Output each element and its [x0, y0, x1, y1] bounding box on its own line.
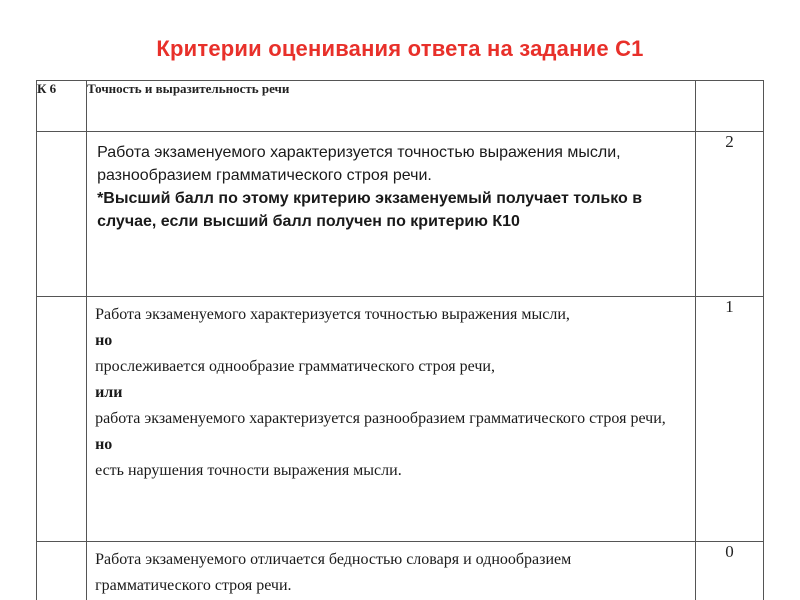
empty-code-cell: [37, 542, 87, 600]
criterion-description-cell: [87, 297, 696, 542]
score-value: 1: [695, 297, 763, 542]
description-line: работа экзаменуемого характеризуется разнообразием грамматического строя речи,: [95, 410, 666, 427]
table-row: [37, 297, 764, 542]
connector-word: но: [95, 436, 113, 453]
connector-word: или: [95, 384, 123, 401]
description-text: Работа экзаменуемого характеризуется точностью выражения мысли, разнообразием грамматического строя речи.: [97, 144, 621, 184]
empty-code-cell: [37, 132, 87, 297]
connector-word: но: [95, 332, 113, 349]
description-line: Работа экзаменуемого характеризуется точностью выражения мысли,: [95, 306, 570, 323]
score-value: 0: [695, 542, 763, 600]
criterion-description-cell: [87, 542, 696, 600]
table-row: [37, 542, 764, 600]
empty-code-cell: [37, 297, 87, 542]
criterion-description-cell: [87, 132, 696, 297]
score-value: 2: [695, 132, 763, 297]
criteria-table: [36, 80, 764, 600]
score-header-cell: [695, 81, 763, 132]
criterion-code: К 6: [37, 81, 87, 132]
description-line: прослеживается однообразие грамматического строя речи,: [95, 358, 495, 375]
table-header-row: [37, 81, 764, 132]
slide-title: Критерии оценивания ответа на задание С1: [156, 36, 644, 61]
description-line: есть нарушения точности выражения мысли.: [95, 462, 402, 479]
table-row: [37, 132, 764, 297]
note-text: *Высший балл по этому критерию экзаменуемый получает только в случае, если высший балл получен по критерию К10: [97, 190, 643, 230]
description-text: Работа экзаменуемого отличается бедностью словаря и однообразием грамматического строя речи.: [95, 551, 572, 594]
criterion-title: Точность и выразительность речи: [87, 81, 696, 132]
